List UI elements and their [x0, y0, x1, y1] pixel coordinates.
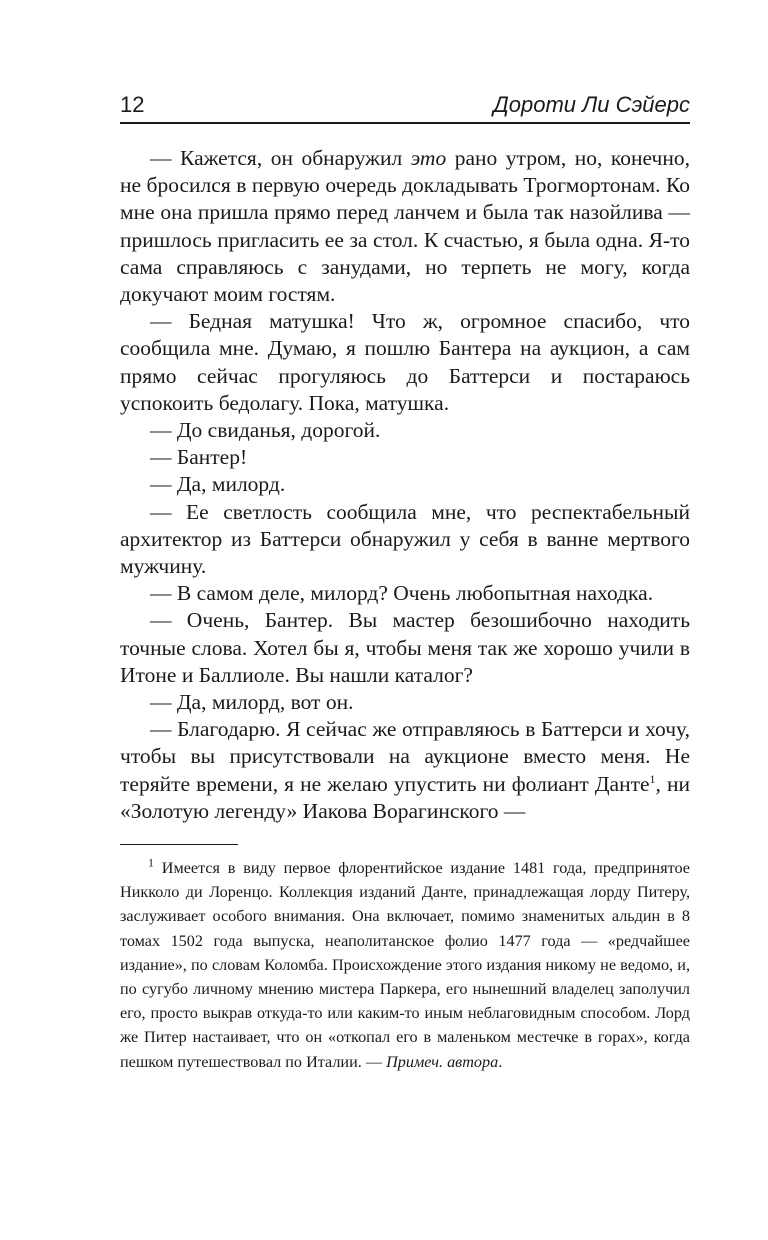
- paragraph-text: — Бантер!: [150, 445, 248, 470]
- paragraph-text: рано утром, но, конечно, не бросился в первую очередь докладывать Трогмортонам. Ко мне она пришла прямо перед ланчем и была так назойлива — пришлось пригласить ее за стол. К счастью, я была одна. Я-то сама справляюсь с занудами, но терпеть не могу, когда докучают моим гостям.: [120, 146, 690, 307]
- paragraph: [120, 145, 690, 308]
- paragraph-text: — Ее светлость сообщила мне, что респектабельный архитектор из Баттерси обнаружил у себя в ванне мертвого мужчину.: [120, 499, 690, 579]
- paragraph: [120, 580, 690, 607]
- author-name: Дороти Ли Сэйерс: [493, 92, 690, 117]
- paragraph-text: — Да, милорд, вот он.: [150, 690, 354, 715]
- paragraph-text: , ни «Золотую легенду» Иакова Ворагинского —: [120, 771, 690, 823]
- footnote-marker: 1: [148, 855, 154, 870]
- paragraph: [120, 444, 690, 471]
- paragraph-text: — До свиданья, дорогой.: [150, 418, 381, 443]
- paragraph: [120, 308, 690, 417]
- running-head: [120, 86, 690, 124]
- paragraph: [120, 716, 690, 825]
- page-number: 12: [120, 92, 145, 117]
- footnote-end: .: [498, 1052, 503, 1071]
- paragraph-text: — В самом деле, милорд? Очень любопытная находка.: [150, 581, 654, 606]
- main-text: [120, 145, 690, 825]
- footnote-text: [120, 856, 690, 1074]
- paragraph: [120, 471, 690, 498]
- paragraph: [120, 417, 690, 444]
- paragraph-text: — Благодарю. Я сейчас же отправляюсь в Баттерси и хочу, чтобы вы присутствовали на аукционе вместо меня. Не теряйте времени, я не желаю упустить ни фолиант Данте: [120, 717, 690, 796]
- footnote-attribution: Примеч. автора: [386, 1052, 499, 1071]
- paragraph: [120, 689, 690, 716]
- paragraph-text: — Очень, Бантер. Вы мастер безошибочно находить точные слова. Хотел бы я, чтобы меня так же хорошо учили в Итоне и Баллиоле. Вы нашли каталог?: [120, 608, 690, 687]
- paragraph-text: — Бедная матушка! Что ж, огромное спасибо, что сообщила мне. Думаю, я пошлю Бантера на аукцион, а сам прямо сейчас прогуляюсь до Баттерси и постараюсь успокоить бедолагу. Пока, матушка.: [120, 309, 690, 415]
- paragraph-text: — Да, милорд.: [150, 472, 286, 497]
- footnote-body: Имеется в виду первое флорентийское издание 1481 года, предпринятое Никколо ди Лоренцо. Коллекция изданий Данте, принадлежащая лорду Питеру, заслуживает особого внимания. Она включает, помимо знаменитых альдин в 8 томах 1502 года выпуска, неаполитанское фолио 1477 года — «редчайшее издание», по словам Коломба. Происхождение этого издания никому не ведомо, и, по сугубо личному мнению мистера Паркера, его нынешний владелец заполучил его, просто выкрав откуда-то или каким-то иным неблаговидным способом. Лорд же Питер настаивает, что он «откопал его в маленьком местечке в горах», когда пешком путешествовал по Италии. —: [120, 859, 690, 1071]
- paragraph: [120, 499, 690, 581]
- paragraph-text: — Кажется, он обнаружил: [150, 146, 411, 170]
- paragraph: [120, 607, 690, 689]
- emphasis-text: это: [410, 146, 447, 170]
- footnote-reference[interactable]: 1: [649, 771, 656, 786]
- footnote: [120, 856, 690, 1074]
- footnote-divider: [120, 844, 238, 845]
